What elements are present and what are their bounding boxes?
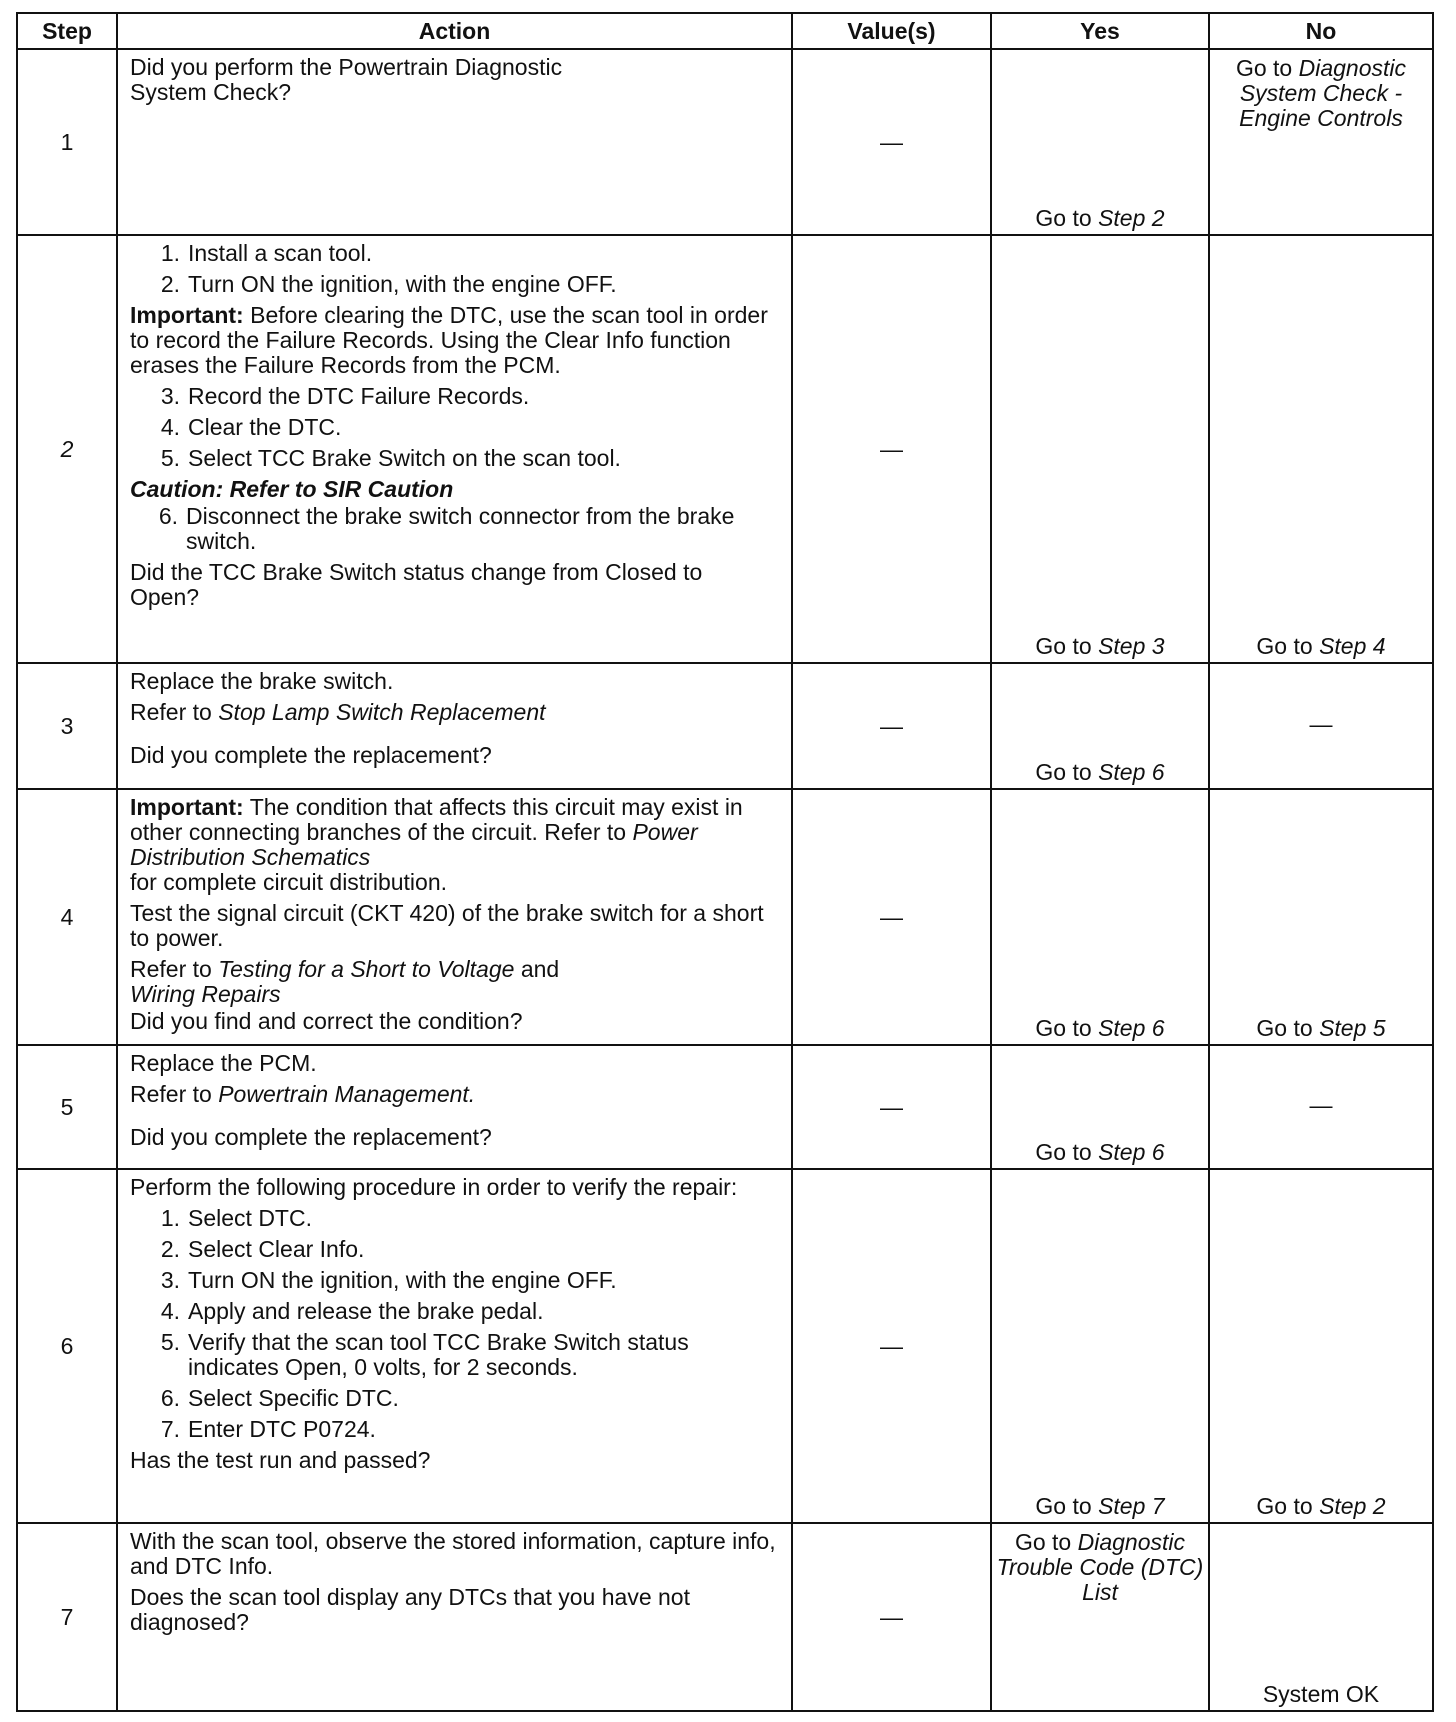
action-question: Did you complete the replacement? <box>130 1124 492 1150</box>
list-item: 1. Install a scan tool. <box>160 240 373 266</box>
yes-cell: Go to Diagnostic Trouble Code (DTC) List <box>991 1523 1209 1711</box>
yes-step-link: Step 6 <box>1098 759 1165 785</box>
list-item: 6. Select Specific DTC. <box>160 1385 399 1411</box>
no-cell: Go to Step 4 <box>1209 235 1433 663</box>
header-no: No <box>1209 13 1433 49</box>
action-question: Did you complete the replacement? <box>130 742 492 768</box>
refer-text: Refer to Stop Lamp Switch Replacement <box>130 699 546 725</box>
no-cell <box>1209 49 1433 235</box>
value-cell: — <box>792 663 991 789</box>
important-label: Important: <box>130 302 244 328</box>
value-cell: — <box>792 235 991 663</box>
table-row-step-6 <box>17 1169 1433 1523</box>
header-yes: Yes <box>991 13 1209 49</box>
list-item: 1. Select DTC. <box>160 1205 312 1231</box>
yes-cell: Go to Step 6 <box>991 789 1209 1045</box>
table-row-step-3 <box>17 663 1433 789</box>
list-item: 4. Apply and release the brake pedal. <box>160 1298 544 1324</box>
list-item: 5. Verify that the scan tool TCC Brake Switch status indicates Open, 0 volts, for 2 seconds. <box>160 1329 689 1380</box>
list-item: 3. Turn ON the ignition, with the engine OFF. <box>160 1267 617 1293</box>
action-cell <box>117 235 792 663</box>
yes-cell <box>991 49 1209 235</box>
no-step-link: Step 4 <box>1319 633 1386 659</box>
step-number: 1 <box>17 49 117 235</box>
value-cell: — <box>792 49 991 235</box>
no-cell: — <box>1209 663 1433 789</box>
table-row-step-7 <box>17 1523 1433 1711</box>
value-cell: — <box>792 1169 991 1523</box>
table-row-step-4 <box>17 789 1433 1045</box>
no-step-link: Step 5 <box>1319 1015 1386 1041</box>
yes-step-link: Step 6 <box>1098 1015 1165 1041</box>
action-question: Did the TCC Brake Switch status change from Closed to Open? <box>130 559 703 610</box>
yes-step-link: Step 6 <box>1098 1139 1165 1165</box>
header-row <box>17 13 1433 49</box>
action-text: Test the signal circuit (CKT 420) of the brake switch for a short to power. <box>130 900 764 951</box>
action-question: Does the scan tool display any DTCs that you have not diagnosed? <box>130 1584 690 1635</box>
refer-text: Refer to Powertrain Management. <box>130 1081 476 1107</box>
yes-step-link: Step 7 <box>1098 1493 1165 1519</box>
step-number: 5 <box>17 1045 117 1169</box>
list-item: 2. Select Clear Info. <box>160 1236 365 1262</box>
yes-step-link: Step 2 <box>1098 205 1165 231</box>
list-item: 7. Enter DTC P0724. <box>160 1416 376 1442</box>
table-row-step-1 <box>17 49 1433 235</box>
yes-cell: Go to Step 7 <box>991 1169 1209 1523</box>
list-item: 6. Disconnect the brake switch connector from the brake switch. <box>158 503 735 554</box>
step-number: 7 <box>17 1523 117 1711</box>
table-row-step-5 <box>17 1045 1433 1169</box>
list-item: 4. Clear the DTC. <box>160 414 342 440</box>
yes-target-link: Diagnostic Trouble Code (DTC) List <box>996 1529 1204 1605</box>
important-note: Important: Before clearing the DTC, use the scan tool in order to record the Failure Records. Using the Clear Info function erases the Failure Records from the PCM. <box>130 302 768 378</box>
action-cell <box>117 789 792 1045</box>
action-question: Has the test run and passed? <box>130 1447 431 1473</box>
step-number: 6 <box>17 1169 117 1523</box>
header-values: Value(s) <box>792 13 991 49</box>
value-cell: — <box>792 1045 991 1169</box>
list-item: 2. Turn ON the ignition, with the engine OFF. <box>160 271 617 297</box>
action-text: Replace the brake switch. <box>130 668 394 694</box>
step-number: 2 <box>17 235 117 663</box>
yes-step-link: Step 3 <box>1098 633 1165 659</box>
yes-cell: Go to Step 3 <box>991 235 1209 663</box>
value-cell: — <box>792 789 991 1045</box>
go-to-label: Go to <box>1235 55 1293 81</box>
no-cell: System OK <box>1209 1523 1433 1711</box>
list-item: 3. Record the DTC Failure Records. <box>160 383 530 409</box>
action-cell <box>117 1045 792 1169</box>
value-cell: — <box>792 1523 991 1711</box>
action-text: Replace the PCM. <box>130 1050 317 1076</box>
important-note: Important: The condition that affects this circuit may exist in other connecting branches of the circuit. Refer to Power Distribution Schematics for complete circuit distribution. <box>130 794 743 895</box>
list-item: 5. Select TCC Brake Switch on the scan tool. <box>160 445 621 471</box>
action-cell <box>117 1523 792 1711</box>
action-cell <box>117 49 792 235</box>
yes-cell: Go to Step 6 <box>991 1045 1209 1169</box>
yes-cell: Go to Step 6 <box>991 663 1209 789</box>
action-cell <box>117 1169 792 1523</box>
no-target-link: Diagnostic System Check - Engine Controls <box>1239 55 1407 131</box>
diagnostic-table-page <box>16 12 1432 1712</box>
step-number: 3 <box>17 663 117 789</box>
header-action: Action <box>117 13 792 49</box>
action-cell <box>117 663 792 789</box>
caution-note: Caution: Refer to SIR Caution <box>130 476 454 502</box>
no-cell: Go to Step 2 <box>1209 1169 1433 1523</box>
step-number: 4 <box>17 789 117 1045</box>
no-cell: — <box>1209 1045 1433 1169</box>
table-row-step-2 <box>17 235 1433 663</box>
diagnostic-table <box>16 12 1434 1712</box>
no-cell: Go to Step 5 <box>1209 789 1433 1045</box>
no-step-link: Step 2 <box>1319 1493 1386 1519</box>
action-text: With the scan tool, observe the stored information, capture info, and DTC Info. <box>130 1528 776 1579</box>
action-question: Did you perform the Powertrain Diagnostic System Check? <box>130 54 563 105</box>
header-step: Step <box>17 13 117 49</box>
action-text: Perform the following procedure in order to verify the repair: <box>130 1174 738 1200</box>
go-to-label: Go to <box>1035 205 1092 231</box>
refer-text: Refer to Testing for a Short to Voltage and Wiring Repairs <box>130 956 560 1007</box>
action-question: Did you find and correct the condition? <box>130 1008 523 1034</box>
